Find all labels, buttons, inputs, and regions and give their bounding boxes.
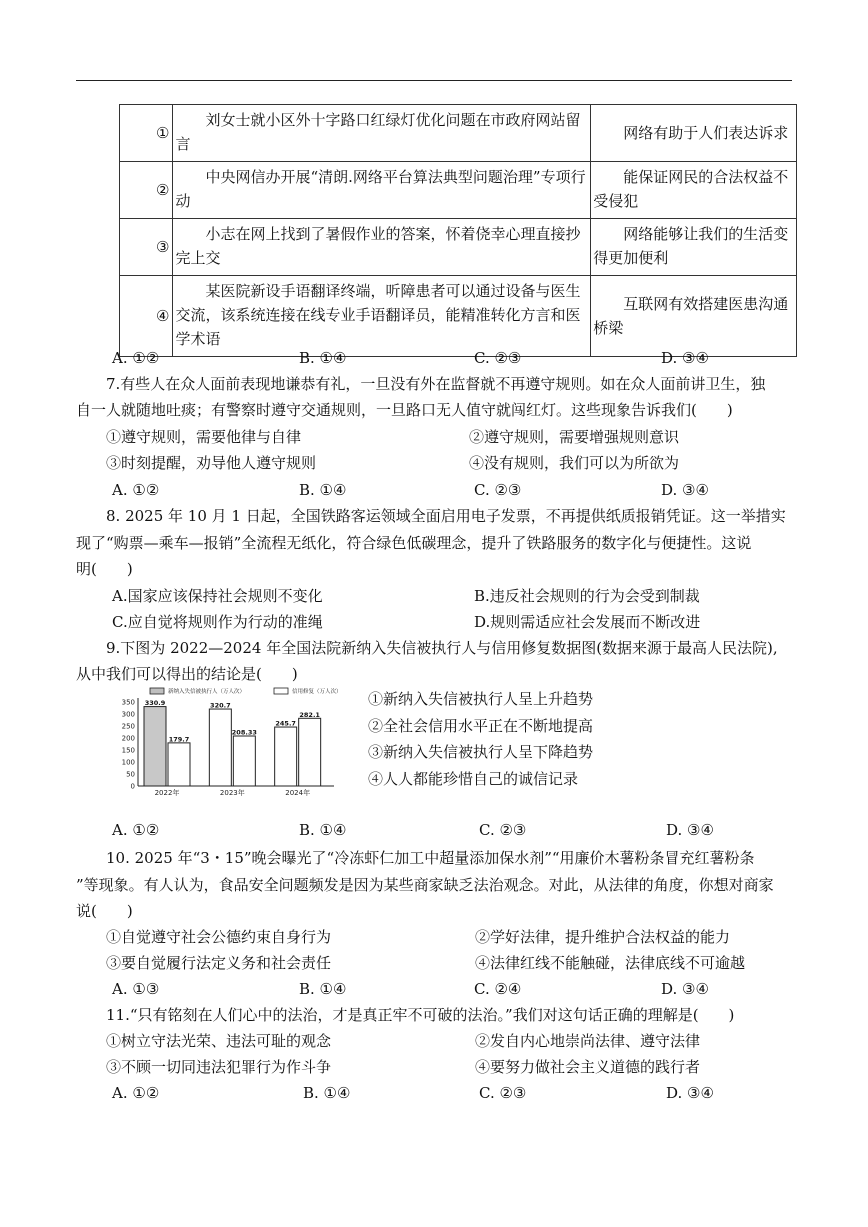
bar bbox=[209, 709, 231, 786]
table-row bbox=[120, 162, 797, 219]
y-tick-label: 250 bbox=[121, 722, 135, 731]
q10-item-2: ②学好法律，提升维护合法权益的能力 bbox=[475, 928, 731, 946]
y-tick-label: 300 bbox=[121, 710, 135, 719]
q7-item-2: ②遵守规则，需要增强规则意识 bbox=[469, 428, 680, 446]
q7-option-b[interactable]: B. ①④ bbox=[299, 481, 347, 499]
q9-option-b[interactable]: B. ①④ bbox=[299, 821, 347, 839]
q6-option-d[interactable]: D. ③④ bbox=[661, 349, 709, 367]
q9-item-4: ④人人都能珍惜自己的诚信记录 bbox=[368, 769, 579, 788]
q7-option-c[interactable]: C. ②③ bbox=[474, 481, 522, 499]
x-tick-label: 2023年 bbox=[219, 789, 245, 797]
q9-stem-line1: 9.下图为 2022—2024 年全国法院新纳入失信被执行人与信用修复数据图(数据来源于最高人民法院), bbox=[106, 639, 778, 657]
q9-stem-line2: 从中我们可以得出的结论是( ) bbox=[76, 665, 298, 683]
q8-option-a[interactable]: A.国家应该保持社会规则不变化 bbox=[112, 587, 323, 605]
q8-option-b[interactable]: B.违反社会规则的行为会受到制裁 bbox=[474, 587, 700, 605]
q6-option-c[interactable]: C. ②③ bbox=[474, 349, 522, 367]
row-number: ② bbox=[120, 162, 173, 219]
row-number: ① bbox=[120, 105, 173, 162]
q11-stem-line1: 11.“只有铭刻在人们心中的法治，才是真正牢不可破的法治。”我们对这句话正确的理解是( ) bbox=[106, 1006, 735, 1024]
legend-label: 信用修复（万人次） bbox=[292, 689, 342, 695]
q10-option-a[interactable]: A. ①③ bbox=[112, 980, 160, 998]
row-meaning: 网络能够让我们的生活变得更加便利 bbox=[591, 219, 797, 276]
bar-value-label: 179.7 bbox=[168, 735, 190, 744]
bar-value-label: 208.33 bbox=[231, 728, 257, 737]
x-tick-label: 2024年 bbox=[285, 789, 311, 797]
bar bbox=[275, 727, 297, 786]
row-number: ③ bbox=[120, 219, 173, 276]
q10-stem-line1: 10. 2025 年“3・15”晚会曝光了“冷冻虾仁加工中超量添加保水剂”“用廉价木薯粉条冒充红薯粉条 bbox=[106, 849, 755, 867]
bar-value-label: 282.1 bbox=[299, 710, 320, 719]
q11-item-2: ②发自内心地崇尚法律、遵守法律 bbox=[475, 1032, 701, 1050]
q10-item-4: ④法律红线不能触碰，法律底线不可逾越 bbox=[475, 954, 746, 972]
q11-item-4: ④要努力做社会主义道德的践行者 bbox=[475, 1058, 701, 1076]
q10-stem-line2: ”等现象。有人认为，食品安全问题频发是因为某些商家缺乏法治观念。对此，从法律的角度，你想对商家 bbox=[76, 876, 774, 894]
legend-swatch bbox=[150, 688, 164, 694]
row-event: 某医院新设手语翻译终端，听障患者可以通过设备与医生交流，该系统连接在线专业手语翻译员，能精准转化方言和医学术语 bbox=[173, 276, 591, 357]
q11-option-a[interactable]: A. ①② bbox=[112, 1084, 160, 1102]
y-tick-label: 150 bbox=[121, 746, 135, 755]
q10-item-3: ③要自觉履行法定义务和社会责任 bbox=[106, 954, 332, 972]
q7-stem-line1: 7.有些人在众人面前表现地谦恭有礼，一旦没有外在监督就不再遵守规则。如在众人面前讲卫生，独 bbox=[106, 375, 766, 393]
q7-item-1: ①遵守规则，需要他律与自律 bbox=[106, 428, 302, 446]
bar bbox=[168, 743, 190, 786]
q9-item-1: ①新纳入失信被执行人呈上升趋势 bbox=[368, 690, 594, 708]
header-rule bbox=[76, 80, 792, 81]
bar-value-label: 245.7 bbox=[275, 719, 296, 728]
q11-option-b[interactable]: B. ①④ bbox=[303, 1084, 351, 1102]
q9-option-c[interactable]: C. ②③ bbox=[479, 821, 527, 839]
table-row bbox=[120, 276, 797, 357]
q10-stem-line3: 说( ) bbox=[76, 902, 133, 920]
bar bbox=[233, 736, 255, 786]
legend-label: 新纳入失信被执行人（万人次） bbox=[168, 689, 246, 695]
bar bbox=[299, 718, 321, 786]
q10-option-b[interactable]: B. ①④ bbox=[299, 980, 347, 998]
y-tick-label: 350 bbox=[121, 698, 135, 707]
row-event: 中央网信办开展“清朗.网络平台算法典型问题治理”专项行动 bbox=[173, 162, 591, 219]
q11-item-3: ③不顾一切同违法犯罪行为作斗争 bbox=[106, 1058, 332, 1076]
row-event: 刘女士就小区外十字路口红绿灯优化问题在市政府网站留言 bbox=[173, 105, 591, 162]
row-meaning: 能保证网民的合法权益不受侵犯 bbox=[591, 162, 797, 219]
q9-item-3: ③新纳入失信被执行人呈下降趋势 bbox=[368, 743, 594, 761]
legend-swatch bbox=[274, 688, 288, 694]
q10-option-c[interactable]: C. ②④ bbox=[474, 980, 522, 998]
q7-item-4: ④没有规则，我们可以为所欲为 bbox=[469, 454, 680, 472]
q6-option-a[interactable]: A. ①② bbox=[112, 349, 160, 367]
q9-items bbox=[368, 686, 593, 792]
y-tick-label: 0 bbox=[130, 782, 135, 791]
q10-option-d[interactable]: D. ③④ bbox=[661, 980, 709, 998]
row-number: ④ bbox=[120, 276, 173, 357]
q7-item-3: ③时刻提醒，劝导他人遵守规则 bbox=[106, 454, 317, 472]
bar-value-label: 320.7 bbox=[210, 701, 231, 710]
q8-stem-line2: 现了“购票—乘车—报销”全流程无纸化，符合绿色低碳理念，提升了铁路服务的数字化与便捷性。这说 bbox=[76, 534, 752, 552]
y-tick-label: 100 bbox=[121, 758, 135, 767]
q7-stem-line2: 自一人就随地吐痰；有警察时遵守交通规则，一旦路口无人值守就闯红灯。这些现象告诉我们( ) bbox=[76, 401, 733, 419]
q10-item-1: ①自觉遵守社会公德约束自身行为 bbox=[106, 928, 332, 946]
question-6-table bbox=[119, 104, 797, 357]
q8-option-c[interactable]: C.应自觉将规则作为行动的准绳 bbox=[112, 613, 323, 631]
y-tick-label: 200 bbox=[121, 734, 135, 743]
row-event: 小志在网上找到了暑假作业的答案，怀着侥幸心理直接抄完上交 bbox=[173, 219, 591, 276]
table-row bbox=[120, 219, 797, 276]
q8-stem-line1: 8. 2025 年 10 月 1 日起，全国铁路客运领域全面启用电子发票，不再提供纸质报销凭证。这一举措实 bbox=[106, 507, 786, 525]
q7-option-d[interactable]: D. ③④ bbox=[661, 481, 709, 499]
q11-option-c[interactable]: C. ②③ bbox=[479, 1084, 527, 1102]
q11-option-d[interactable]: D. ③④ bbox=[666, 1084, 714, 1102]
table-row bbox=[120, 105, 797, 162]
credit-bar-chart bbox=[112, 684, 344, 800]
bar bbox=[144, 707, 166, 786]
q8-option-d[interactable]: D.规则需适应社会发展而不断改进 bbox=[474, 613, 701, 631]
y-tick-label: 50 bbox=[126, 770, 135, 779]
q6-option-b[interactable]: B. ①④ bbox=[299, 349, 347, 367]
x-tick-label: 2022年 bbox=[154, 789, 180, 797]
q9-option-a[interactable]: A. ①② bbox=[112, 821, 160, 839]
q8-stem-line3: 明( ) bbox=[76, 560, 133, 578]
q7-option-a[interactable]: A. ①② bbox=[112, 481, 160, 499]
q11-item-1: ①树立守法光荣、违法可耻的观念 bbox=[106, 1032, 332, 1050]
q9-item-2: ②全社会信用水平正在不断地提高 bbox=[368, 716, 594, 735]
row-meaning: 网络有助于人们表达诉求 bbox=[591, 105, 797, 162]
bar-value-label: 330.9 bbox=[144, 699, 166, 708]
q9-option-d[interactable]: D. ③④ bbox=[666, 821, 714, 839]
row-meaning: 互联网有效搭建医患沟通桥梁 bbox=[591, 276, 797, 357]
